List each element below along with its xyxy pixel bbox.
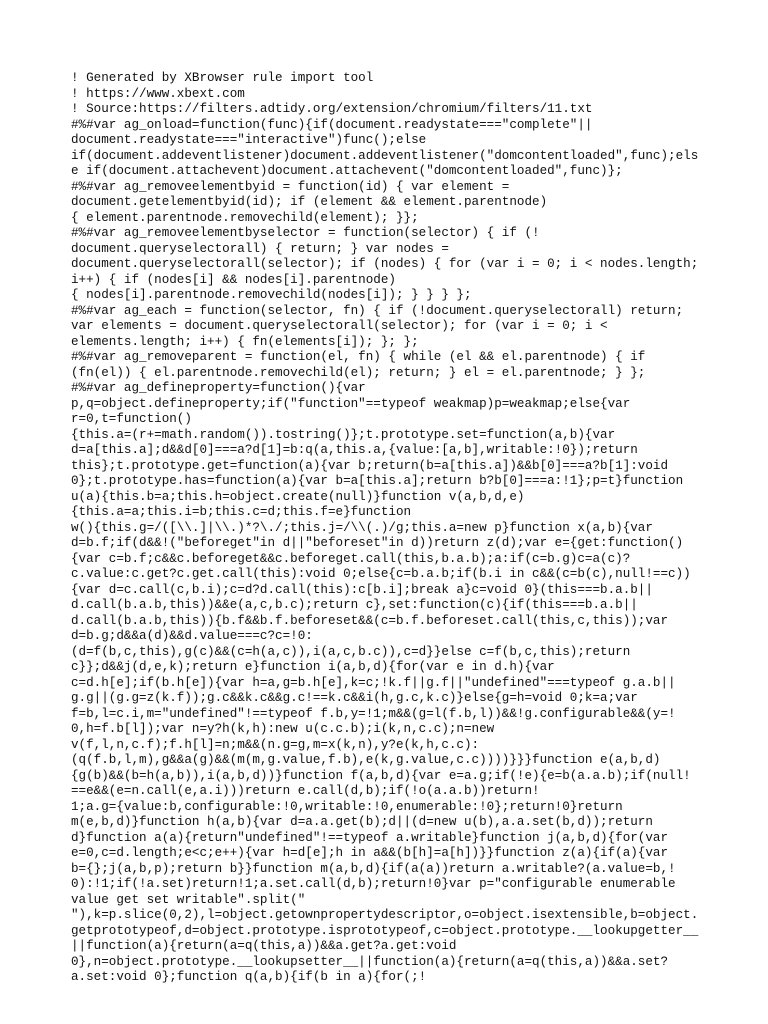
text-line: ! Source:https://filters.adtidy.org/extension/chromium/filters/11.txt	[71, 102, 593, 116]
text-line: d=b.g;d&&a(d)&&d.value===c?c=!0:	[71, 629, 313, 643]
text-line: { element.parentnode.removechild(element); }};	[71, 210, 419, 225]
text-line: u(a){this.b=a;this.h=object.create(null)}function v(a,b,d,e)	[71, 489, 525, 504]
text-line: e=0,c=d.length;e<c;e++){var h=d[e];h in a&&(b[h]=a[h])}}function z(a){if(a){var	[71, 846, 669, 860]
text-line: {var c=b.f;c&&c.beforeget&&c.beforeget.call(this,b.a.b);a:if(c=b.g)c=a(c)?	[71, 551, 631, 566]
text-line: f=b,l=c.i,m="undefined"!==typeof f.b,y=!1;m&&(g=l(f.b,l))&&!g.configurable&&(y=!	[71, 706, 676, 721]
text-line: g.g||(g.g=z(k.f));g.c&&k.c&&g.c!==k.c&&i(h,g.c,k.c)}else{g=h=void 0;k=a;var	[71, 691, 638, 705]
text-line: i++) { if (nodes[i] && nodes[i].parentnode)	[71, 272, 396, 287]
text-line: {g(b)&&(b=h(a,b)),i(a,b,d))}function f(a,b,d){var e=a.g;if(!e){e=b(a.a.b);if(null!	[71, 768, 691, 783]
text-line: d}function a(a){return"undefined"!==typeof a.writable}function j(a,b,d){for(var	[71, 830, 669, 845]
text-line: value get set writable".split("	[71, 892, 306, 907]
text-line: (d=f(b,c,this),g(c)&&(c=h(a,c)),i(a,c,b.c)),c=d}}else c=f(b,c,this);return	[71, 644, 631, 659]
text-line: elements.length; i++) { fn(elements[i]); }; };	[71, 334, 419, 349]
text-line: c}};d&&j(d,e,k);return e}function i(a,b,d){for(var e in d.h){var	[71, 660, 555, 674]
text-line: #%#var ag_onload=function(func){if(document.readystate==="complete"||	[71, 117, 593, 132]
text-line: {this.a=(r+=math.random()).tostring()};t.prototype.set=function(a,b){var	[71, 427, 616, 442]
text-line: d=a[this.a];d&&d[0]===a?d[1]=b:q(a,this.a,{value:[a,b],writable:!0});return	[71, 443, 638, 457]
text-line: #%#var ag_removeparent = function(el, fn) { while (el && el.parentnode) { if	[71, 350, 646, 364]
text-line: p,q=object.defineproperty;if("function"==typeof weakmap)p=weakmap;else{var	[71, 396, 631, 411]
text-line: b={};j(a,b,p);return b}}function m(a,b,d){if(a(a))return a.writable?(a.value=b,!	[71, 861, 676, 876]
text-line: d.call(b.a.b,this))&&e(a,c,b.c);return c},set:function(c){if(this===b.a.b||	[71, 598, 638, 612]
text-line: 0):!1;if(!a.set)return!1;a.set.call(d,b);return!0}var p="configurable enumerable	[71, 877, 676, 891]
text-line: ! https://www.xbext.com	[71, 86, 245, 101]
text-line: (fn(el)) { el.parentnode.removechild(el); return; } el = el.parentnode; } };	[71, 365, 646, 380]
text-line: #%#var ag_each = function(selector, fn) { if (!document.queryselectorall) return;	[71, 303, 684, 318]
text-line: document.queryselectorall) { return; } var nodes =	[71, 241, 449, 256]
text-line: e if(document.attachevent)document.attachevent("domcontentloaded",func)};	[71, 164, 623, 178]
text-line: "),k=p.slice(0,2),l=object.getownpropertydescriptor,o=object.isextensible,b=object.	[71, 908, 699, 922]
text-line: ||function(a){return(a=q(this,a))&&a.get?a.get:void	[71, 939, 457, 953]
text-line: d=b.f;if(d&&!("beforeget"in d||"beforeset"in d))return z(d);var e={get:function()	[71, 536, 684, 550]
text-line: document.queryselectorall(selector); if (nodes) { for (var i = 0; i < nodes.length;	[71, 257, 699, 271]
text-line: this};t.prototype.get=function(a){var b;return(b=a[this.a])&&b[0]===a?b[1]:void	[71, 458, 669, 473]
text-line: v(f,l,n,c.f);f.h[l]=n;m&&(n.g=g,m=x(k,n),y?e(k,h,c.c):	[71, 737, 480, 752]
text-line: a.set:void 0};function q(a,b){if(b in a){for(;!	[71, 970, 427, 984]
document-body	[71, 71, 701, 986]
text-line: {this.a=a;this.i=b;this.c=d;this.f=e}function	[71, 505, 412, 519]
text-line: {var d=c.call(c,b.i);c=d?d.call(this):c[b.i];break a}c=void 0}(this===b.a.b||	[71, 582, 653, 597]
text-line: c.value:c.get?c.get.call(this):void 0;else{c=b.a.b;if(b.i in c&&(c=b(c),null!==c))	[71, 567, 691, 581]
text-line: r=0,t=function()	[71, 412, 192, 426]
text-line: if(document.addeventlistener)document.addeventlistener("domcontentloaded",func);els	[71, 148, 699, 163]
text-line: #%#var ag_removeelementbyid = function(id) { var element =	[71, 179, 510, 194]
text-line: c=d.h[e];if(b.h[e]){var h=a,g=b.h[e],k=c;!k.f||g.f||"undefined"===typeof g.a.b||	[71, 675, 676, 690]
text-line: w(){this.g=/([\\.]|\\.)*?\./;this.j=/\\(.)/g;this.a=new p}function x(a,b){var	[71, 520, 653, 535]
text-line: #%#var ag_removeelementbyselector = function(selector) { if (!	[71, 226, 540, 240]
text-line: 0,h=f.b[l]);var n=y?h(k,h):new u(c.c.b);i(k,n,c.c);n=new	[71, 722, 495, 736]
text-line: m(e,b,d)}function h(a,b){var d=a.a.get(b);d||(d=new u(b),a.a.set(b,d));return	[71, 815, 653, 829]
text-line: ! Generated by XBrowser rule import tool	[71, 71, 374, 85]
text-line: document.getelementbyid(id); if (element && element.parentnode)	[71, 195, 548, 209]
text-line: #%#var ag_defineproperty=function(){var	[71, 381, 366, 395]
text-line: var elements = document.queryselectorall(selector); for (var i = 0; i <	[71, 319, 608, 333]
text-line: 0};t.prototype.has=function(a){var b=a[this.a];return b?b[0]===a:!1};p=t}function	[71, 474, 684, 488]
text-line: document.readystate==="interactive")func();else	[71, 133, 427, 147]
text-line: (q(f.b,l,m),g&&a(g)&&(m(m,g.value,f.b),e(k,g.value,c.c))))}}}function e(a,b,d)	[71, 753, 661, 767]
text-line: 1;a.g={value:b,configurable:!0,writable:!0,enumerable:!0};return!0}return	[71, 799, 623, 814]
text-line: getprototypeof,d=object.prototype.isprototypeof,c=object.prototype.__lookupgetter__	[71, 923, 699, 938]
text-line: ==e&&(e=n.call(e,a.i)))return e.call(d,b);if(!o(a.a.b))return!	[71, 784, 540, 798]
text-line: 0},n=object.prototype.__lookupsetter__||function(a){return(a=q(this,a))&&a.set?	[71, 954, 669, 969]
text-line: d.call(b.a.b,this)){b.f&&b.f.beforeset&&(c=b.f.beforeset.call(this,c,this));var	[71, 613, 669, 628]
text-line: { nodes[i].parentnode.removechild(nodes[i]); } } } };	[71, 288, 472, 302]
